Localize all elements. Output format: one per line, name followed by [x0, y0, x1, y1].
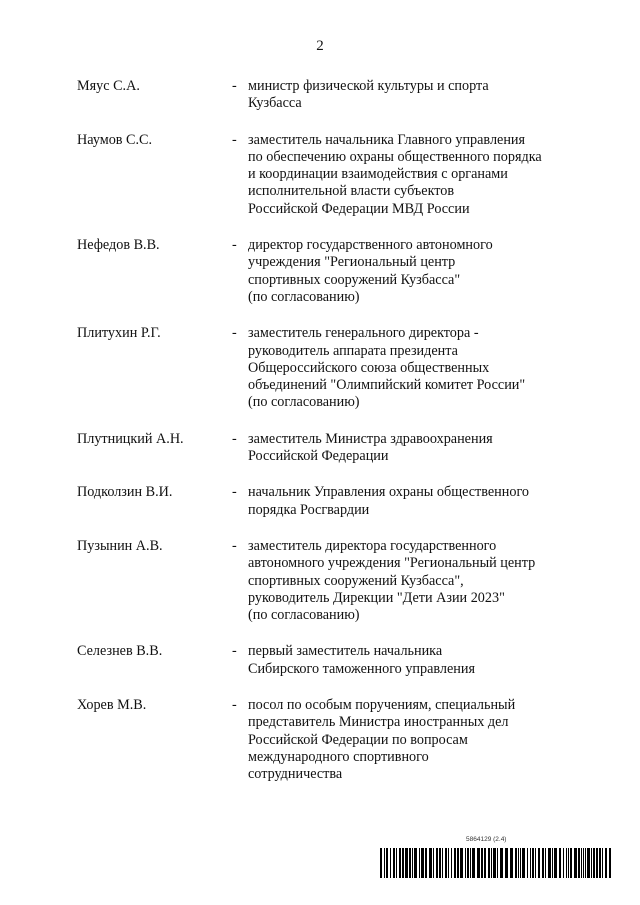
barcode-bar [596, 848, 598, 878]
barcode-bar [566, 848, 567, 878]
barcode-bar [545, 848, 546, 878]
barcode-bar [393, 848, 395, 878]
member-role: заместитель генерального директора - руководитель аппарата президента Общероссийского союза общественных объединений "Олимпийский комитет России" (по согласованию) [248, 325, 526, 411]
member-name: Мяус С.А. [77, 78, 140, 94]
member-name: Подколзин В.И. [77, 484, 173, 501]
member-role: директор государственного автономного учреждения "Региональный центр спортивных сооружений Кузбасса" (по согласованию) [248, 237, 493, 305]
member-role: заместитель директора государственного автономного учреждения "Региональный центр спортивных сооружений Кузбасса", руководитель Дирекции "Дети Азии 2023" (по согласованию) [248, 537, 536, 624]
member-role: министр физической культуры и спорта Кузбасса [248, 78, 489, 112]
member-role: посол по особым поручениям, специальный представитель Министра иностранных дел Российской Федерации по вопросам международного спортивного сотрудничества [248, 697, 516, 783]
barcode-bar [414, 848, 417, 878]
barcode-bar [530, 848, 531, 878]
barcode-bar [522, 848, 525, 878]
list-item [77, 538, 577, 624]
barcode-bar [559, 848, 561, 878]
barcode-bar [467, 848, 469, 878]
barcode-bar [451, 848, 452, 878]
dash-separator: - [232, 537, 237, 554]
member-name: Селезнев В.В. [77, 643, 163, 660]
barcode-bar [442, 848, 443, 878]
barcode-bar [574, 848, 577, 878]
barcode-bar [421, 848, 424, 878]
barcode-bar [481, 848, 483, 878]
member-role: заместитель начальника Главного управления по обеспечению охраны общественного порядка и координации взаимодействия с органами исполнительной власти субъектов Российской Федерации МВД России [248, 131, 542, 217]
barcode-bar [605, 848, 607, 878]
dash-separator: - [232, 78, 237, 94]
member-role: первый заместитель начальника Сибирского таможенного управления [248, 643, 475, 677]
barcode-bar [548, 848, 551, 878]
barcode-bar [484, 848, 486, 878]
barcode-bar [491, 848, 492, 878]
barcode-bar [396, 848, 397, 878]
member-name: Пузынин А.В. [77, 537, 163, 554]
barcode-bar [460, 848, 463, 878]
barcode-bar [570, 848, 572, 878]
list-item [77, 78, 577, 113]
barcode-bar [470, 848, 471, 878]
barcode-bar [500, 848, 503, 878]
barcode-bar [505, 848, 508, 878]
page-number: 2 [316, 38, 324, 54]
barcode-bar [578, 848, 580, 878]
barcode-bar [409, 848, 411, 878]
barcode-bar [591, 848, 592, 878]
member-role: заместитель Министра здравоохранения Российской Федерации [248, 430, 493, 465]
barcode-bar [384, 848, 385, 878]
barcode-bar [510, 848, 513, 878]
barcode-bar [439, 848, 441, 878]
barcode-bar [477, 848, 480, 878]
barcode-bar [465, 848, 466, 878]
barcode-bar [454, 848, 456, 878]
barcode-bar [552, 848, 553, 878]
list-item [77, 431, 577, 466]
list-item [77, 484, 577, 519]
barcode-bar [602, 848, 603, 878]
barcode-bar [419, 848, 420, 878]
barcode-bar [429, 848, 432, 878]
barcode-bar [412, 848, 413, 878]
barcode-bar [405, 848, 408, 878]
list-item [77, 643, 577, 678]
dash-separator: - [232, 325, 237, 342]
dash-separator: - [232, 643, 237, 660]
member-name: Плитухин Р.Г. [77, 325, 161, 342]
barcode-bar [433, 848, 434, 878]
barcode-bar [448, 848, 449, 878]
member-name: Хорев М.В. [77, 697, 147, 714]
barcode-bar [542, 848, 544, 878]
barcode-bar [515, 848, 517, 878]
barcode-bar [457, 848, 459, 878]
member-name: Наумов С.С. [77, 131, 153, 148]
dash-separator: - [232, 697, 237, 714]
barcode-bar [445, 848, 447, 878]
barcode-bar [585, 848, 586, 878]
member-name: Плутницкий А.Н. [77, 430, 184, 447]
barcode-bar [488, 848, 490, 878]
barcode-bar [593, 848, 595, 878]
barcode-bar [581, 848, 582, 878]
barcode-bar [535, 848, 536, 878]
dash-separator: - [232, 484, 237, 501]
dash-separator: - [232, 131, 237, 148]
barcode-bar [527, 848, 528, 878]
barcode-bar [380, 848, 382, 878]
list-item [77, 237, 577, 306]
barcode-bar [402, 848, 404, 878]
list-item [77, 697, 577, 783]
barcode-bar [583, 848, 584, 878]
barcode-bar [599, 848, 601, 878]
barcode-bar [520, 848, 521, 878]
list-item [77, 325, 577, 411]
barcode-bar [472, 848, 475, 878]
member-list [77, 78, 577, 803]
barcode-bar [538, 848, 540, 878]
barcode-bar [497, 848, 498, 878]
barcode-bar [386, 848, 388, 878]
barcode-bar [554, 848, 557, 878]
barcode-bar [563, 848, 564, 878]
dash-separator: - [232, 237, 237, 254]
barcode-bar [425, 848, 427, 878]
barcode-bar [390, 848, 391, 878]
document-barcode [380, 836, 615, 880]
barcode-bar [609, 848, 611, 878]
member-role: начальник Управления охраны общественного порядка Росгвардии [248, 484, 530, 518]
barcode-bar [436, 848, 438, 878]
barcode-bar [568, 848, 569, 878]
barcode-bar [518, 848, 519, 878]
barcode-icon [380, 848, 615, 878]
barcode-code: 5864129 (2.4) [466, 836, 507, 843]
barcode-bar [493, 848, 496, 878]
barcode-bar [532, 848, 534, 878]
barcode-bar [587, 848, 590, 878]
member-name: Нефедов В.В. [77, 237, 160, 254]
barcode-bar [399, 848, 401, 878]
dash-separator: - [232, 430, 237, 447]
list-item [77, 132, 577, 218]
